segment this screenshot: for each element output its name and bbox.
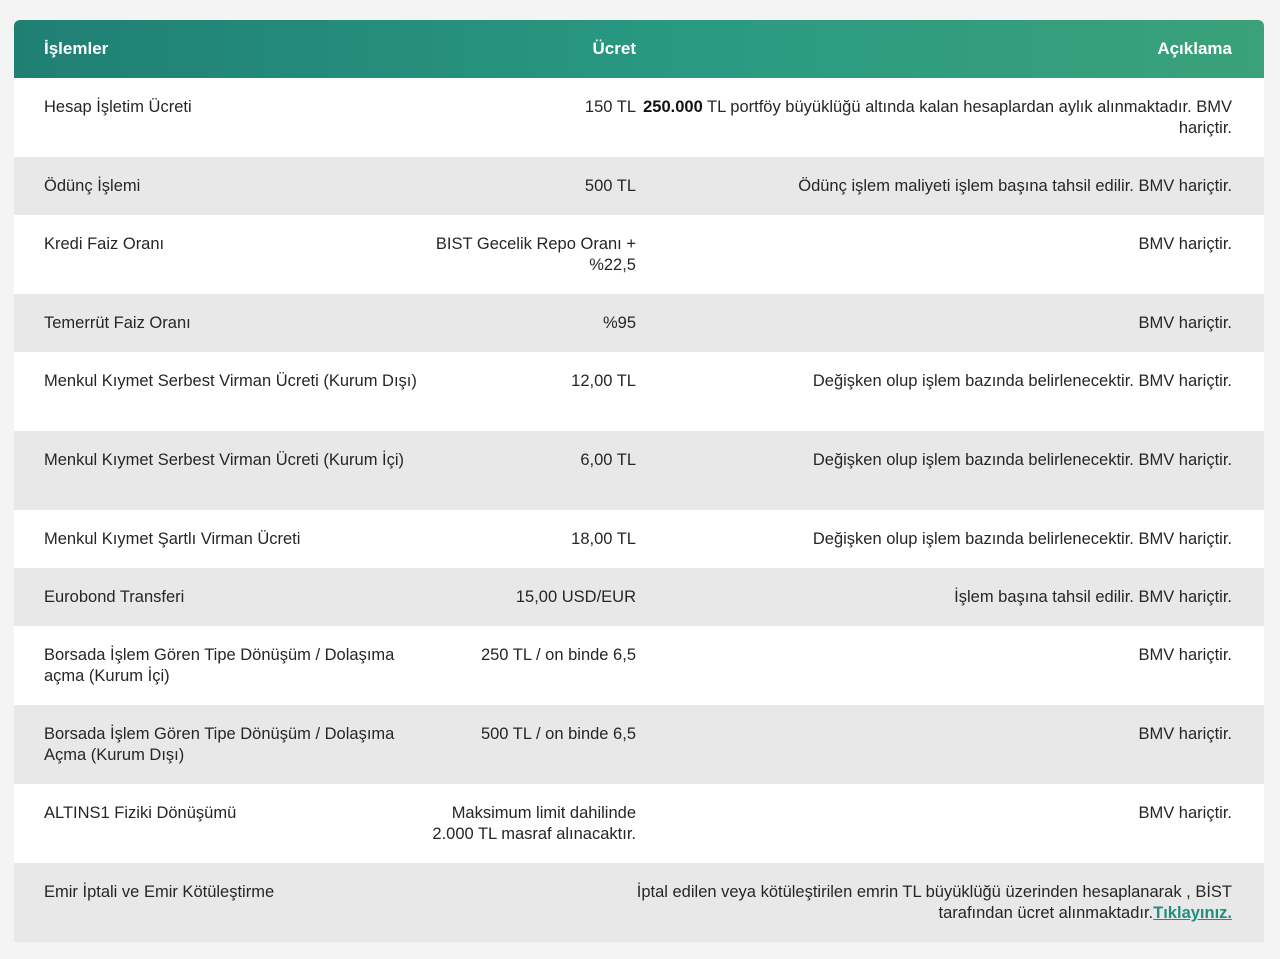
description-cell: Ödünç işlem maliyeti işlem başına tahsil edilir. BMV hariçtir.: [798, 177, 1232, 195]
table-row: [14, 568, 1264, 626]
operation-cell: Borsada İşlem Gören Tipe Dönüşüm / Dolaşıma Açma (Kurum Dışı): [44, 725, 395, 764]
fee-cell: [424, 882, 636, 942]
table-row: [14, 626, 1264, 705]
table-row: [14, 431, 1264, 510]
fee-cell: 6,00 TL: [580, 451, 636, 469]
fee-table: [14, 20, 1264, 942]
table-row: [14, 294, 1264, 352]
operation-cell: Hesap İşletim Ücreti: [44, 98, 192, 116]
description-cell: İşlem başına tahsil edilir. BMV hariçtir.: [954, 588, 1232, 606]
description-text: TL portföy büyüklüğü altında kalan hesaplardan aylık alınmaktadır. BMV hariçtir.: [702, 98, 1232, 137]
operation-cell: Eurobond Transferi: [44, 588, 185, 606]
header-description: Açıklama: [1157, 39, 1232, 58]
fee-cell: %95: [602, 314, 636, 332]
header-fee: Ücret: [592, 39, 636, 58]
operation-cell: Menkul Kıymet Serbest Virman Ücreti (Kurum İçi): [44, 451, 405, 469]
table-row: [14, 863, 1264, 942]
fee-cell: Maksimum limit dahilinde 2.000 TL masraf alınacaktır.: [432, 804, 636, 843]
fee-cell: 500 TL / on binde 6,5: [480, 725, 636, 743]
operation-cell: Menkul Kıymet Serbest Virman Ücreti (Kurum Dışı): [44, 372, 417, 390]
table-row: [14, 352, 1264, 431]
fee-cell: 12,00 TL: [571, 372, 636, 390]
table-row: [14, 215, 1264, 294]
operation-cell: Menkul Kıymet Şartlı Virman Ücreti: [44, 530, 301, 548]
operation-cell: Ödünç İşlemi: [44, 177, 141, 195]
description-cell: Değişken olup işlem bazında belirlenecektir. BMV hariçtir.: [812, 530, 1232, 548]
fee-cell: 500 TL: [584, 177, 636, 195]
description-cell: BMV hariçtir.: [1138, 725, 1232, 743]
table-row: [14, 705, 1264, 784]
operation-cell: Temerrüt Faiz Oranı: [44, 314, 191, 332]
fee-cell: 150 TL: [584, 98, 636, 116]
description-cell: Değişken olup işlem bazında belirlenecektir. BMV hariçtir.: [812, 372, 1232, 390]
description-cell: BMV hariçtir.: [1138, 235, 1232, 253]
click-here-link[interactable]: Tıklayınız.: [1153, 904, 1232, 922]
fee-cell: BIST Gecelik Repo Oranı + %22,5: [435, 235, 636, 274]
description-cell: BMV hariçtir.: [1138, 804, 1232, 822]
table-row: [14, 78, 1264, 157]
operation-cell: ALTINS1 Fiziki Dönüşümü: [44, 804, 237, 822]
operation-cell: Kredi Faiz Oranı: [44, 235, 165, 253]
operation-cell: Borsada İşlem Gören Tipe Dönüşüm / Dolaşıma açma (Kurum İçi): [44, 646, 395, 685]
fee-cell: 15,00 USD/EUR: [515, 588, 636, 606]
header-operations: İşlemler: [44, 39, 109, 58]
table-row: [14, 510, 1264, 568]
fee-cell: 250 TL / on binde 6,5: [480, 646, 636, 664]
description-cell: [636, 97, 1232, 157]
table-row: [14, 157, 1264, 215]
description-cell: Değişken olup işlem bazında belirlenecektir. BMV hariçtir.: [812, 451, 1232, 469]
description-cell: BMV hariçtir.: [1138, 646, 1232, 664]
table-row: [14, 784, 1264, 863]
description-cell: [636, 882, 1232, 942]
operation-cell: Emir İptali ve Emir Kötüleştirme: [44, 883, 275, 901]
fee-cell: 18,00 TL: [571, 530, 636, 548]
table-header: [14, 20, 1264, 78]
description-text: İptal edilen veya kötüleştirilen emrin TL büyüklüğü üzerinden hesaplanarak , BİST tarafından ücret alınmaktadır.: [636, 883, 1232, 922]
portfolio-threshold: 250.000: [643, 98, 703, 116]
description-cell: BMV hariçtir.: [1138, 314, 1232, 332]
